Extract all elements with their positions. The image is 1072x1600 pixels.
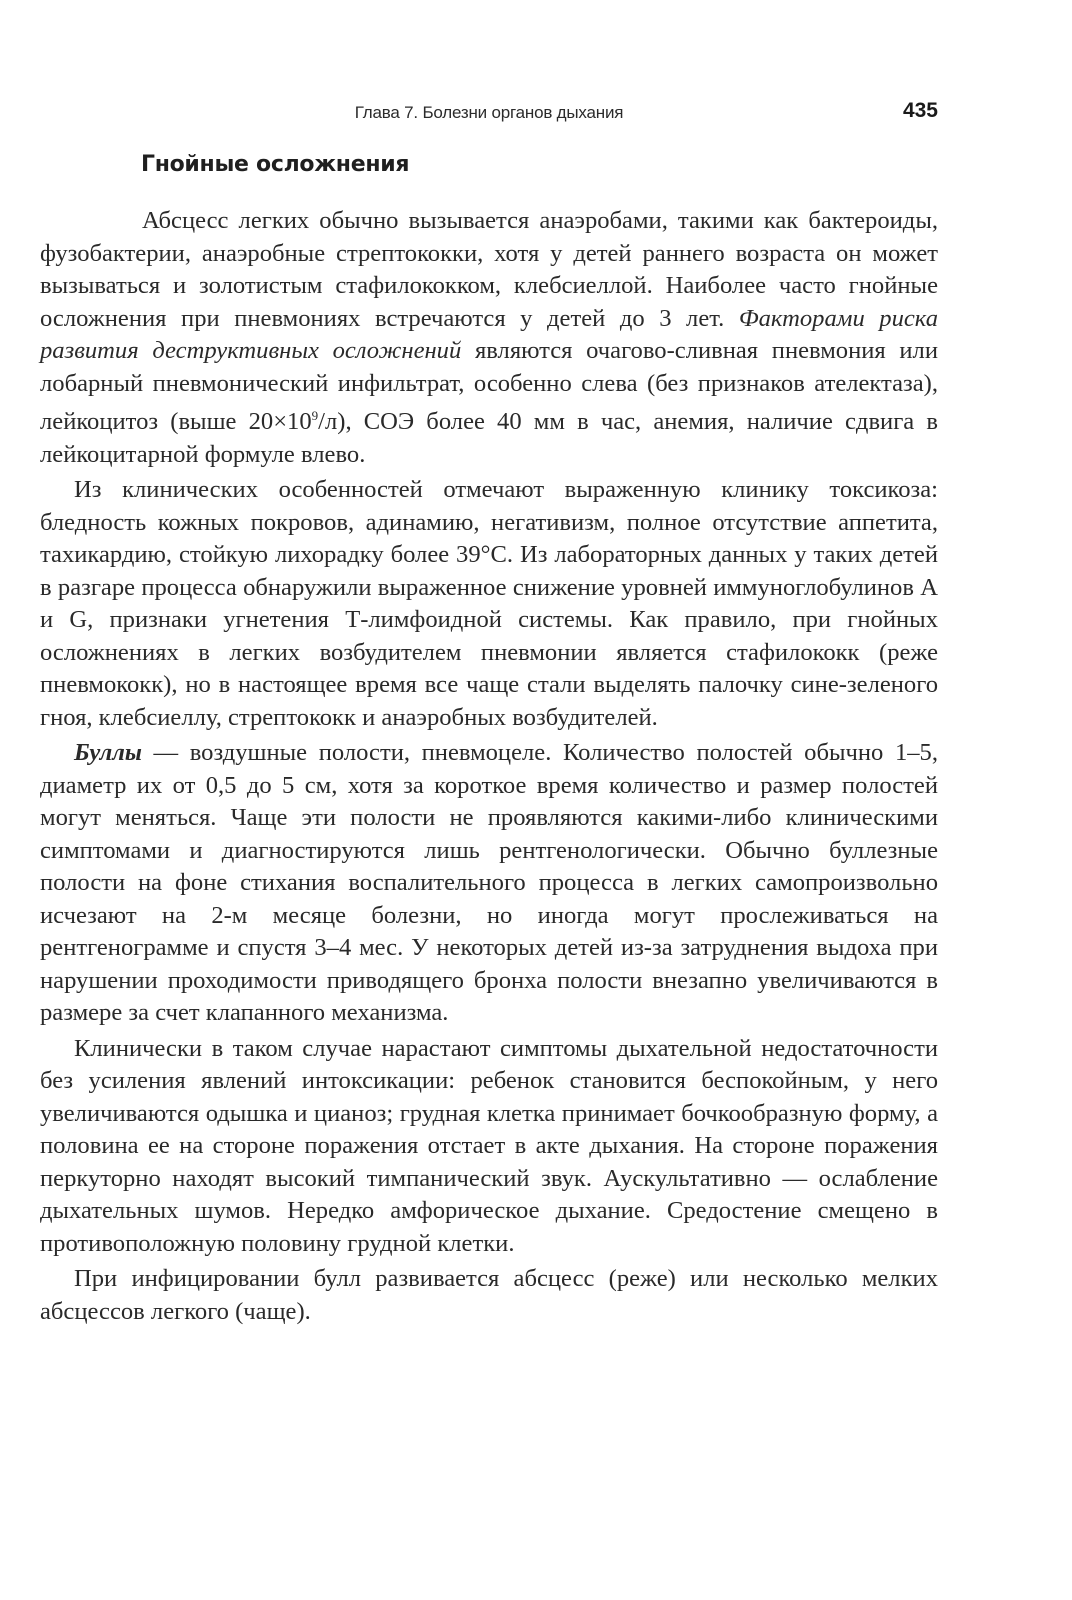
paragraph-abscess-text-2: являются очагово-сливная пневмония или лобарный пневмонический инфильтрат, особенно слева (без признаков ателектаза), лейкоцитоз (выше 20×10 bbox=[40, 337, 938, 436]
paragraph-bullae-text: — воздушные полости, пневмоцеле. Количество полостей обычно 1–5, диаметр их от 0,5 до 5 см, хотя за короткое время количество и размер полостей могут меняться. Чаще эти полости не проявляются какими-либо клиническими симптомами и диагностируются лишь рентгенологически. Обычно буллезные полости на фоне стихания воспалительного процесса в легких самопроизвольно исчезают на 2-м месяце болезни, но иногда могут прослеживаться на рентгенограмме и спустя 3–4 мес. У некоторых детей из-за затруднения выдоха при нарушении проходимости приводящего бронха полости внезапно увеличиваются в размере за счет клапанного механизма. bbox=[40, 739, 938, 1027]
running-title: Глава 7. Болезни органов дыхания bbox=[354, 103, 624, 122]
paragraph-abscess bbox=[40, 205, 938, 471]
body-text bbox=[40, 205, 938, 1328]
paragraph-clinical-picture: Клинически в таком случае нарастают симптомы дыхательной недостаточности без усиления явлений интоксикации: ребенок становится беспокойным, у него увеличиваются одышка и цианоз; грудная клетка принимает бочкообразную форму, а половина ее на стороне поражения отстает в акте дыхания. На стороне поражения перкуторно находят высокий тимпанический звук. Аускультативно — ослабление дыхательных шумов. Нередко амфорическое дыхание. Средостение смещено в противоположную половину грудной клетки. bbox=[40, 1034, 938, 1257]
paragraph-bullae bbox=[40, 737, 938, 1030]
paragraph-abscess-text-3: /л), СОЭ более 40 мм в час, анемия, наличие сдвига в лейкоцитарной формуле влево. bbox=[40, 408, 938, 468]
bullae-term: Буллы bbox=[74, 739, 142, 767]
paragraph-abscess-text-1: Абсцесс легких обычно вызывается анаэробами, такими как бактероиды, фузобактерии, анаэробные стрептококки, хотя у детей раннего возраста он может вызываться и золотистым стафилококком, клебсиеллой. Наиболее часто гнойные осложнения при пневмониях встречаются у детей до 3 лет. bbox=[40, 207, 938, 332]
section-heading: Гнойные осложнения bbox=[141, 152, 410, 177]
paragraph-infection: При инфицировании булл развивается абсцесс (реже) или несколько мелких абсцессов легкого (чаще). bbox=[40, 1265, 938, 1325]
paragraph-clinical-features: Из клинических особенностей отмечают выраженную клинику токсикоза: бледность кожных покровов, адинамию, негативизм, полное отсутствие аппетита, тахикардию, стойкую лихорадку более 39°C. Из лабораторных данных у таких детей в разгаре процесса обнаружили выраженное снижение уровней иммуноглобулинов A и G, признаки угнетения Т-лимфоидной системы. Как правило, при гнойных осложнениях в легких возбудителем пневмонии является стафилококк (реже пневмококк), но в настоящее время все чаще стали выделять палочку сине-зеленого гноя, клебсиеллу, стрептококк и анаэробных возбудителей. bbox=[40, 476, 938, 731]
page-number: 435 bbox=[902, 99, 938, 122]
running-head bbox=[40, 99, 938, 129]
risk-factors-phrase: Факторами риска развития деструктивных осложнений bbox=[40, 304, 938, 364]
exponent: 9 bbox=[311, 408, 319, 423]
